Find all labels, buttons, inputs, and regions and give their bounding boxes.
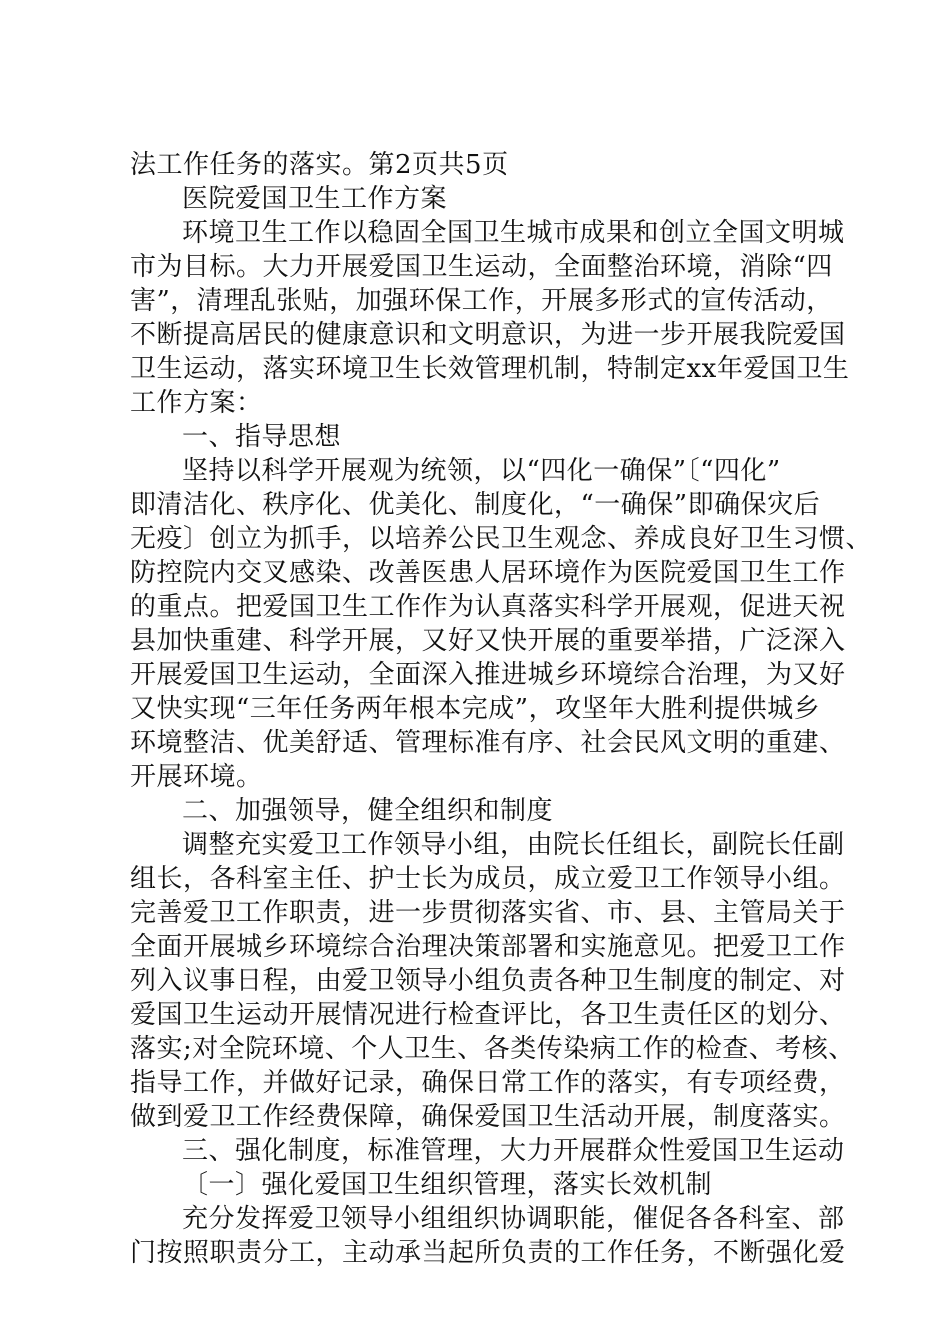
text-line: 环境整洁、优美舒适、管理标准有序、社会民风文明的重建、	[130, 728, 846, 758]
document-body	[130, 148, 873, 1270]
text-line: 卫生运动，落实环境卫生长效管理机制，特制定xx年爱国卫生	[130, 354, 850, 384]
text-line: 即清洁化、秩序化、优美化、制度化，“一确保”即确保灾后	[130, 490, 821, 520]
text-line: 全面开展城乡环境综合治理决策部署和实施意见。把爱卫工作	[130, 932, 846, 962]
text-line: 不断提高居民的健康意识和文明意识，为进一步开展我院爱国	[130, 320, 846, 350]
text-line: 县加快重建、科学开展，又好又快开展的重要举措，广泛深入	[130, 626, 846, 656]
text-line: 调整充实爱卫工作领导小组，由院长任组长，副院长任副	[182, 830, 845, 860]
subsection-heading: 〔一〕强化爱国卫生组织管理，落实长效机制	[182, 1170, 713, 1200]
text-line: 法工作任务的落实。第2页共5页	[130, 150, 509, 180]
text-line: 列入议事日程，由爱卫领导小组负责各种卫生制度的制定、对	[130, 966, 846, 996]
document-title: 医院爱国卫生工作方案	[182, 184, 448, 214]
section-heading: 二、加强领导，健全组织和制度	[182, 796, 554, 826]
text-line: 无疫〕创立为抓手，以培养公民卫生观念、养成良好卫生习惯、	[130, 524, 873, 554]
text-line: 组长，各科室主任、护士长为成员，成立爱卫工作领导小组。	[130, 864, 846, 894]
text-line: 坚持以科学开展观为统领，以“四化一确保”〔“四化”	[182, 456, 781, 486]
text-line: 做到爱卫工作经费保障，确保爱国卫生活动开展，制度落实。	[130, 1102, 846, 1132]
text-line: 工作方案：	[130, 388, 263, 418]
text-line: 充分发挥爱卫领导小组组织协调职能，催促各各科室、部	[182, 1204, 845, 1234]
section-heading: 一、指导思想	[182, 422, 342, 452]
text-line: 防控院内交叉感染、改善医患人居环境作为医院爱国卫生工作	[130, 558, 846, 588]
text-line: 开展环境。	[130, 762, 263, 792]
text-line: 环境卫生工作以稳固全国卫生城市成果和创立全国文明城	[182, 218, 845, 248]
text-line: 门按照职责分工，主动承当起所负责的工作任务，不断强化爱	[130, 1238, 846, 1268]
section-heading: 三、强化制度，标准管理，大力开展群众性爱国卫生运动	[182, 1136, 845, 1166]
text-line: 完善爱卫工作职责，进一步贯彻落实省、市、县、主管局关于	[130, 898, 846, 928]
text-line: 爱国卫生运动开展情况进行检查评比，各卫生责任区的划分、	[130, 1000, 846, 1030]
text-line: 的重点。把爱国卫生工作作为认真落实科学开展观，促进天祝	[130, 592, 846, 622]
text-line: 落实;对全院环境、个人卫生、各类传染病工作的检查、考核、	[130, 1034, 855, 1064]
text-line: 害”，清理乱张贴，加强环保工作，开展多形式的宣传活动，	[130, 286, 833, 316]
text-line: 开展爱国卫生运动，全面深入推进城乡环境综合治理，为又好	[130, 660, 846, 690]
text-line: 市为目标。大力开展爱国卫生运动，全面整治环境，消除“四	[130, 252, 833, 282]
text-line: 指导工作，并做好记录，确保日常工作的落实，有专项经费，	[130, 1068, 846, 1098]
text-line: 又快实现“三年任务两年根本完成”，攻坚年大胜利提供城乡	[130, 694, 821, 724]
